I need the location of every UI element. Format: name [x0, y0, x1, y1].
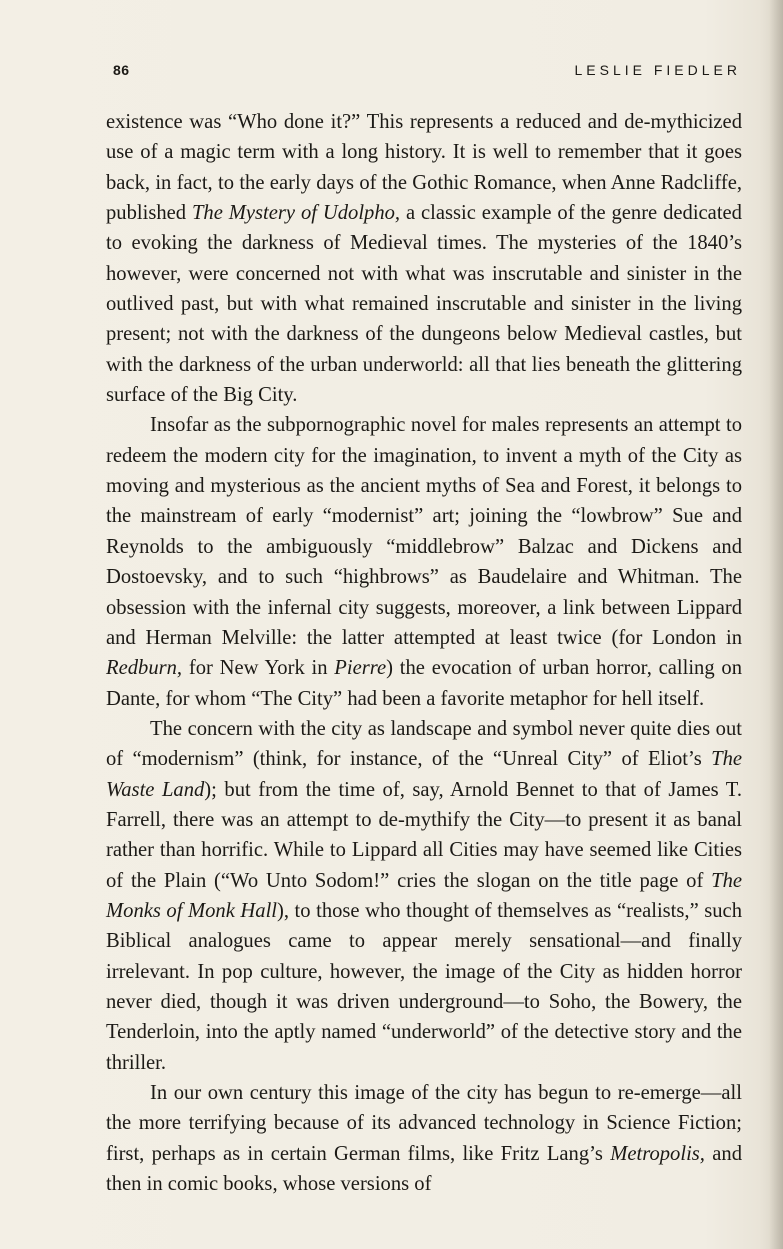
paragraph-1	[106, 107, 742, 410]
text-span: ) the evocation of urban horror, calling on Dante, for whom “The City” had been a favorite metaphor for hell itself.	[106, 657, 743, 710]
title-italic: The Monks of Monk Hall	[106, 869, 742, 922]
text-span: and then in comic books, whose versions of	[106, 1142, 742, 1196]
title-italic: The Mystery of Udolpho,	[191, 202, 401, 225]
text-span: existence was “Who done it?” This represents a reduced and de-mythicized use of a magic term with a long history. It is well to remember that it goes back, in fact, to the early days of the Gothic Romance, when Anne Radcliffe, published	[106, 111, 742, 225]
title-italic: Redburn,	[106, 657, 183, 680]
page-header	[113, 62, 741, 86]
paragraph-3	[106, 714, 742, 1078]
text-span: for New York in	[182, 657, 335, 680]
text-span: The concern with the city as landscape and symbol never quite dies out of “modernism” (think, for instance, of the “Unreal City” of Eliot’s	[106, 717, 742, 771]
title-italic: Pierre	[334, 657, 387, 680]
title-italic: The Waste Land	[106, 748, 742, 801]
text-span: a classic example of the genre dedicated to evoking the darkness of Medieval times. The mysteries of the 1840’s however, were concerned not with what was inscrutable and sinister in the outlived past, but with what remained inscrutable and sinister in the living present; not with the darkness of the dungeons below Medieval castles, but with the darkness of the urban underworld: all that lies beneath the glittering surface of the Big City.	[106, 202, 742, 407]
text-span: Insofar as the subpornographic novel for males represents an attempt to redeem the modern city for the imagination, to invent a myth of the City as moving and mysterious as the ancient myths of Sea and Forest, it belongs to the mainstream of early “modernist” art; joining the “lowbrow” Sue and Reynolds to the ambiguously “middlebrow” Balzac and Dickens and Dostoevsky, and to such “highbrows” as Baudelaire and Whitman. The obsession with the infernal city suggests, moreover, a link between Lippard and Herman Melville: the latter attempted at least twice (for London in	[106, 414, 742, 649]
paragraph-2	[106, 410, 742, 713]
paragraph-4	[106, 1078, 742, 1199]
text-span: ); but from the time of, say, Arnold Bennet to that of James T. Farrell, there was an attempt to de-mythify the City—to present it as banal rather than horrific. While to Lippard all Cities may have seemed like Cities of the Plain (“Wo Unto Sodom!” cries the slogan on the title page of	[106, 778, 742, 892]
page-number: 86	[113, 62, 130, 78]
text-span: In our own century this image of the city has begun to re-emerge—all the more terrifying because of its advanced technology in Science Fiction; first, perhaps as in certain German films, like Fritz Lang’s	[106, 1082, 742, 1165]
body-text	[106, 107, 742, 1199]
text-span: ), to those who thought of themselves as “realists,” such Biblical analogues came to appear merely sensational—and finally irrelevant. In pop culture, however, the image of the City as hidden horror never died, though it was driven underground—to Soho, the Bowery, the Tenderloin, into the aptly named “underworld” of the detective story and the thriller.	[106, 899, 742, 1074]
page-edge-shadow	[769, 0, 783, 1249]
running-head: LESLIE FIEDLER	[574, 62, 741, 78]
title-italic: Metropolis,	[610, 1142, 705, 1165]
